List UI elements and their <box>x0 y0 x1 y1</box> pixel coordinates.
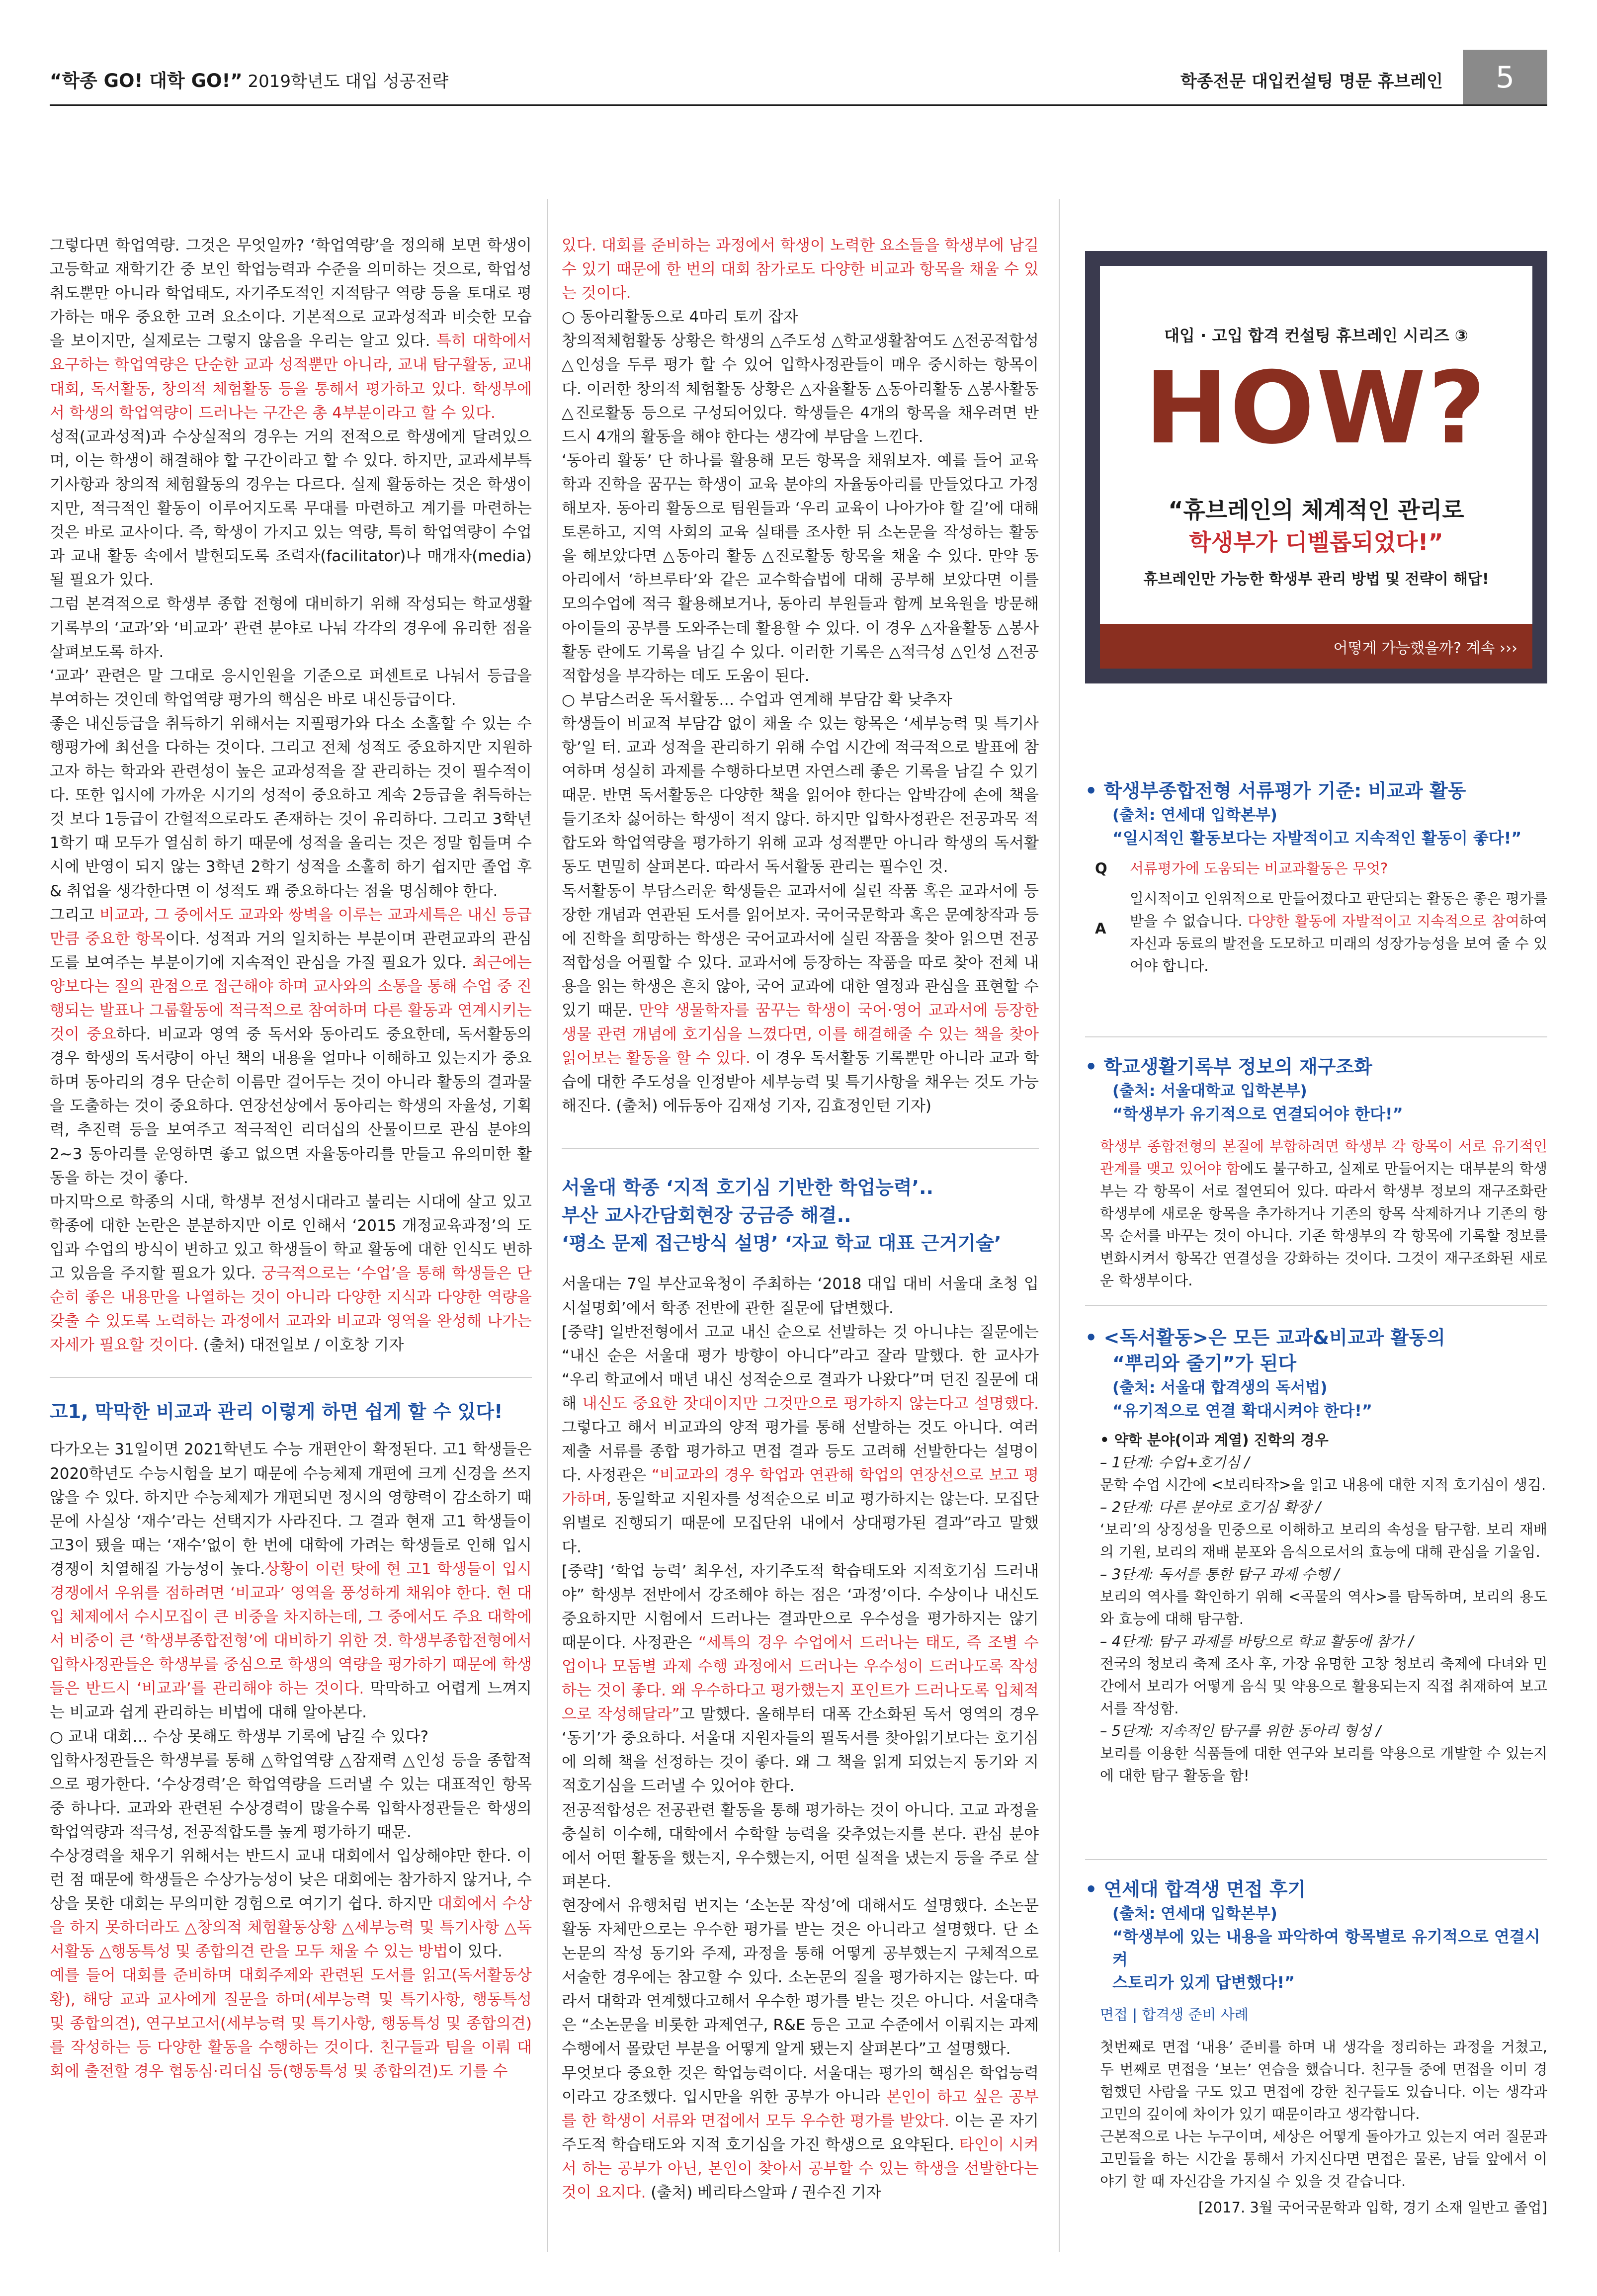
body-text: 그리고 <box>50 906 100 924</box>
paragraph <box>50 1963 532 2083</box>
column-divider-2 <box>1059 199 1060 2252</box>
headline-snu <box>562 1174 1039 1257</box>
paragraph <box>562 2061 1039 2205</box>
a-text-1: 일시적이고 인위적으로 만들어졌다고 판단되는 활동은 좋은 평가를 받을 수 없습니다. <box>1130 890 1547 930</box>
paragraph <box>50 234 532 425</box>
side4-source: (출처: 연세대 입학본부) <box>1112 1905 1277 1923</box>
a-label: A <box>1095 920 1106 937</box>
paragraph <box>562 1798 1039 1894</box>
title-bold: “학종 GO! 대학 GO!” <box>50 70 243 91</box>
body-text: 수상경력을 채우기 위해서는 반드시 교내 대회에서 입상해야만 한다. 이런 점 때문에 학생들은 수상가능성이 낮은 대회에는 참가하지 않거나, 수상을 못한 대회는 무의미한 경험으로 여기기 쉽다. 하지만 <box>50 1847 532 1913</box>
side2-body-red: 학생부 종합전형의 본질에 부합하려면 학생부 각 항목이 서로 유기적인 관계를 맺고 있어야 함 <box>1100 1138 1547 1177</box>
body-text: 전공적합성은 전공관련 활동을 통해 평가하는 것이 아니다. 고교 과정을 충실히 이수해, 대학에서 수학할 능력을 갖추었는지를 본다. 관심 분야에서 어떤 활동을 했는지, 우수했는지, 어떤 실적을 냈는지 등을 주로 살펴본다. <box>562 1801 1039 1891</box>
side4-label: 면접 | 합격생 준비 사례 <box>1100 2006 1249 2023</box>
a-text-3: 하여 자신과 동료의 발전을 도모하고 미래의 성장가능성을 보여 줄 수 있어야 합니다. <box>1130 913 1547 974</box>
q-text: 서류평가에 도움되는 비교과활동은 무엇? <box>1130 860 1388 877</box>
highlight-text: 상황이 이런 탓에 현 고1 학생들이 입시경쟁에서 우위를 점하려면 ‘비교과’ 영역을 풍성하게 채워야 한다. 현 대입 체제에서 수시모집이 큰 비중을 차지하는데, 그 중에서도 주요 대학에서 비중이 큰 ‘학생부종합전형’에 대비하기 위한 것. 학생부종합전형에서 입학사정관들은 학생부를 중심으로 학생의 역량을 평가하기 때문에 학생들은 반드시 ‘비교과’를 관리해야 하는 것이다. <box>50 1560 532 1698</box>
highlight-text: “세특의 경우 수업에서 드러나는 태도, 즉 조별 수업이나 모둠별 과제 수행 과정에서 드러나는 우수성이 드러나도록 작성하는 것이 좋다. 왜 우수하다고 평가했는지 포인트가 드러나도록 입체적으로 작성해달라” <box>562 1633 1039 1724</box>
body-text: 그렇다면 학업역량. 그것은 무엇일까? ‘학업역량’을 정의해 보면 학생이 고등학교 재학기간 중 보인 학업능력과 수준을 의미하는 것으로, 학업성취도뿐만 아니라 학업태도, 자기주도적인 지적탐구 역량 등을 토대로 평가하는 매우 중요한 고려 요소이다. 기본적으로 교과성적과 비슷한 모습을 보이지만, 실제로는 그렇지 않음을 우리는 알고 있다. <box>50 237 532 350</box>
side3-bullet: • 약학 분야(이과 계열) 진학의 경우 <box>1100 1432 1329 1448</box>
sidebar-snu-restructure <box>1085 1054 1547 1292</box>
title-rest: 2019학년도 대입 성공전략 <box>248 72 449 91</box>
paragraph <box>50 1844 532 1963</box>
ad-series: 대입 · 고입 합격 컨설팅 휴브레인 시리즈 ③ <box>1164 326 1468 345</box>
article-column-1 <box>50 234 532 2083</box>
paragraph <box>50 425 532 593</box>
sidebar-divider-2 <box>1085 1305 1547 1306</box>
highlight-text: 특히 대학에서 요구하는 학업역량은 단순한 교과 성적뿐만 아니라, 교내 탐구활동, 교내대회, 독서활동, 창의적 체험활동 등을 통해서 평가하고 있다. 학생부에서 학생의 학업역량이 드러나는 구간은 총 4부분이라고 할 수 있다. <box>50 332 532 422</box>
side1-question <box>1085 857 1547 880</box>
paragraph <box>562 688 1039 712</box>
highlight-text: 내신도 중요한 잣대이지만 그것만으로 평가하지 않는다고 설명했다. <box>582 1394 1039 1413</box>
ad-quote-2: 학생부가 디벨롭되었다!” <box>1189 529 1443 556</box>
hubrain-ad-banner[interactable] <box>1085 251 1547 683</box>
column-divider-1 <box>547 199 548 2252</box>
body-text: 학생들이 비교적 부담감 없이 채울 수 있는 항목은 ‘세부능력 및 특기사항’일 터. 교과 성적을 관리하기 위해 수업 시간에 적극적으로 발표에 참여하며 성실히 과제를 수행하다보면 자연스레 좋은 기록을 남길 수 있기 때문. 반면 독서활동은 다양한 책을 읽어야 한다는 압박감에 손에 책을 들기조차 싫어하는 학생이 적지 않다. 하지만 입학사정관은 전공과목 적합도와 학업역량을 평가하기 위해 교과 성적뿐만 아니라 학생의 독서활동도 면밀히 살펴본다. 따라서 독서활동 관리는 필수인 것. <box>562 714 1039 876</box>
paragraph <box>562 879 1039 1118</box>
paragraph <box>562 1559 1039 1798</box>
paragraph <box>50 1749 532 1844</box>
side2-title: • 학교생활기록부 정보의 재구조화 <box>1085 1056 1372 1078</box>
ad-tagline: 휴브레인만 가능한 학생부 관리 방법 및 전략이 해답! <box>1143 571 1489 588</box>
body-text: ○ 동아리활동으로 4마리 토끼 잡자 <box>562 308 798 327</box>
side4-quote-1: “학생부에 있는 내용을 파악하여 항목별로 유기적으로 연결시켜 <box>1112 1927 1540 1969</box>
ad-more-link[interactable]: 어떻게 가능했을까? 계속 ››› <box>1333 640 1517 657</box>
article-snu-body <box>562 1272 1039 2205</box>
article-club-reading <box>562 234 1039 1118</box>
side4-body-2: 근본적으로 나는 누구이며, 세상은 어떻게 돌아가고 있는지 여러 질문과 고민들을 하는 시간을 통해서 가지신다면 면접은 물론, 남들 앞에서 이야기 할 때 자신감을 가지실 수 있을 것 같습니다. <box>1100 2128 1547 2190</box>
sidebar-divider-1 <box>1085 1036 1547 1037</box>
highlight-text: 있다. 대회를 준비하는 과정에서 학생이 노력한 요소들을 학생부에 남길 수 있기 때문에 한 번의 대회 참가로도 다양한 비교과 항목을 채울 수 있는 것이다. <box>562 237 1039 303</box>
sidebar-divider-3 <box>1085 1859 1547 1860</box>
headline-snu-1: 서울대 학종 ‘지적 호기심 기반한 학업능력’.. <box>562 1177 933 1199</box>
step-heading: – 3단계: 독서를 통한 탐구 과제 수행 / <box>1100 1566 1340 1583</box>
sidebar-yonsei-criteria <box>1085 778 1547 977</box>
paragraph <box>50 1438 532 1724</box>
step-body: ‘보리’의 상징성을 민중으로 이해하고 보리의 속성을 탐구함. 보리 재배의 기원, 보리의 재배 분포와 음식으로서의 효능에 대해 관심을 기울임. <box>1100 1521 1547 1560</box>
headline-snu-2: 부산 교사간담회현장 궁금증 해결.. <box>562 1204 851 1227</box>
step-heading: – 5단계: 지속적인 탐구를 위한 동아리 형성 / <box>1100 1722 1381 1739</box>
paragraph <box>50 664 532 712</box>
paragraph <box>562 1272 1039 1320</box>
body-text: 하다. 비교과 영역 중 독서와 동아리도 중요한데, 독서활동의 경우 학생의 독서량이 아닌 책의 내용을 얼마나 이해하고 있는지가 중요하며 동아리의 경우 단순히 이름만 걸어두는 것이 아니라 활동의 결과물을 도출하는 것이 중요하다. 연장선상에서 동아리는 학생의 자율성, 기획력, 추진력 등을 보여주고 적극적인 리더십의 산물이므로 관심 분야의 2~3 동아리를 운영하면 좋고 없으면 자율동아리를 만들고 유의미한 활동을 하는 것이 좋다. <box>50 1025 532 1187</box>
step-body: 문학 수업 시간에 <보리타작>을 읽고 내용에 대한 지적 호기심이 생김. <box>1100 1476 1546 1493</box>
side2-body <box>1085 1135 1547 1292</box>
paragraph <box>562 712 1039 879</box>
body-text: 이 있다. <box>448 1943 503 1961</box>
article-column-2 <box>562 234 1039 2205</box>
side4-quote-2: 스토리가 있게 답변했다!” <box>1112 1973 1295 1992</box>
side1-source: (출처: 연세대 입학본부) <box>1112 806 1277 824</box>
section-divider <box>562 1148 1039 1149</box>
paragraph <box>562 1320 1039 1559</box>
side2-quote: “학생부가 유기적으로 연결되어야 한다!” <box>1112 1105 1403 1123</box>
side3-quote: “유기적으로 연결 확대시켜야 한다!” <box>1112 1401 1372 1420</box>
body-text: 다가오는 31일이면 2021학년도 수능 개편안이 확정된다. 고1 학생들은 2020학년도 수능시험을 보기 때문에 수능체제 개편에 크게 신경을 쓰지 않을 수 있다. 하지만 수능체제가 개편되면 정시의 영향력이 감소하기 때문에 사실상 ‘재수’라는 선택지가 사라진다. 그 결과 현재 고1 학생들이 고3이 됐을 때는 ‘재수’없이 한 번에 대학에 가려는 학생들로 인해 입시경쟁이 치열해질 가능성이 높다. <box>50 1441 532 1578</box>
paragraph <box>50 903 532 1190</box>
ad-more-bar[interactable] <box>1100 624 1532 669</box>
paragraph <box>50 1725 532 1749</box>
body-text: 그렇다고 해서 비교과의 양적 평가를 통해 선발하는 것도 아니다. 여러 제출 서류를 종합 평가하고 면접 결과 등도 고려해 선발한다는 설명이다. 사정관은 <box>562 1419 1039 1485</box>
paragraph <box>562 1894 1039 2061</box>
header-divider <box>50 104 1547 106</box>
highlight-text: 타인이 시켜서 하는 공부가 아닌, 본인이 찾아서 공부할 수 있는 학생을 선발한다는 것이 요지다. <box>562 2135 1039 2202</box>
body-text: 동일학교 지원자를 성적순으로 비교 평가하지는 않는다. 모집단위별로 진행되기 때문에 모집단위 내에서 상대평가된 결과”라고 말했다. <box>562 1490 1039 1556</box>
highlight-text: 최근에는 양보다는 질의 관점으로 접근해야 하며 교사와의 소통을 통해 수업 중 진행되는 발표나 그룹활동에 적극적으로 참여하며 다른 활동과 연계시키는 것이 중요 <box>50 953 532 1044</box>
side1-title: • 학생부종합전형 서류평가 기준: 비교과 활동 <box>1085 780 1466 802</box>
brand-name: 학종전문 대입컨설팅 명문 휴브레인 <box>1180 72 1443 91</box>
step-heading: – 2단계: 다른 분야로 호기심 확장 / <box>1100 1499 1321 1516</box>
body-text: ○ 교내 대회… 수상 못해도 학생부 기록에 남길 수 있다? <box>50 1727 429 1746</box>
body-text: [중략] 일반전형에서 고교 내신 순으로 선발하는 것 아니냐는 질문에는 “내신 순은 서울대 평가 방향이 아니다”라고 잘라 말했다. 한 교사가 “우리 학교에서 매년 내신 성적순으로 결과가 나왔다”며 던진 질문에 대해 <box>562 1323 1039 1413</box>
ad-quote-1: “휴브레인의 체계적인 관리로 <box>1168 497 1464 523</box>
side3-source: (출처: 서울대 합격생의 독서법) <box>1112 1379 1328 1397</box>
ad-how: HOW? <box>1144 350 1488 466</box>
article-first-grade-body <box>50 1438 532 2083</box>
ad-inner <box>1100 266 1532 669</box>
step-body: 보리를 이용한 식품들에 대한 연구와 보리를 약용으로 개발할 수 있는지에 대한 탐구 활동을 함! <box>1100 1745 1547 1784</box>
side3-steps <box>1085 1451 1547 1787</box>
step-body: 보리의 역사를 확인하기 위해 <곡물의 역사>를 탐독하며, 보리의 용도와 효능에 대해 탐구함. <box>1100 1588 1547 1627</box>
page-number: 5 <box>1463 50 1547 105</box>
body-text: 이 경우 독서활동 기록뿐만 아니라 교과 학습에 대한 주도성을 인정받아 세부능력 및 특기사항을 채우는 것도 가능해진다. (출처) 에듀동아 김재성 기자, 김효정인턴 기자) <box>562 1049 1039 1115</box>
paragraph <box>562 305 1039 329</box>
paragraph <box>50 592 532 664</box>
highlight-text: 예를 들어 대회를 준비하며 대회주제와 관련된 도서를 읽고(독서활동상황), 해당 교과 교사에게 질문을 하며(세부능력 및 특기사항, 행동특성 및 종합의견), 연구보고서(세부능력 및 특기사항, 행동특성 및 종합의견)를 작성하는 등 다양한 활동을 수행하는 것이다. 친구들과 팀을 이뤄 대회에 출전할 경우 협동심·리더십 등(행동특성 및 종합의견)도 기를 수 <box>50 1966 532 2080</box>
body-text: 마지막으로 학종의 시대, 학생부 전성시대라고 불리는 시대에 살고 있고 학종에 대한 논란은 분분하지만 이로 인해서 ‘2015 개정교육과정’의 도입과 수업의 방식이 변하고 있고 학생들이 학교 활동에 대한 인식도 변하고 있음을 주지할 필요가 있다. <box>50 1192 532 1283</box>
body-text: 막막하고 어렵게 느껴지는 비교과 쉽게 관리하는 비법에 대해 알아본다. <box>50 1680 532 1722</box>
paragraph <box>562 329 1039 448</box>
body-text: (출처) 베리타스알파 / 권수진 기자 <box>646 2184 881 2202</box>
paragraph <box>562 234 1039 305</box>
highlight-text: 비교과, 그 중에서도 교과와 쌍벽을 이루는 교과세특은 내신 등급만큼 중요한 항목 <box>50 906 532 948</box>
body-text: 창의적체험활동 상황은 학생의 △주도성 △학교생활참여도 △전공적합성 △인성을 두루 평가 할 수 있어 입학사정관들이 매우 중시하는 항목이다. 이러한 창의적 체험활동 상황은 △자율활동 △동아리활동 △봉사활동 △진로활동 등으로 구성되어있다. 학생들은 4개의 항목을 채우려면 반드시 4개의 활동을 해야 한다는 생각에 부담을 느낀다. <box>562 332 1039 446</box>
side4-credit: [2017. 3월 국어국문학과 입학, 경기 소재 일반고 졸업] <box>1198 2199 1547 2216</box>
body-text: ○ 부담스러운 독서활동… 수업과 연계해 부담감 확 낮추자 <box>562 690 952 709</box>
highlight-text: “비교과의 경우 학업과 연관해 학업의 연장선으로 보고 평가하며, <box>562 1466 1039 1509</box>
sidebar-yonsei-interview <box>1085 1876 1547 2219</box>
side4-title: • 연세대 합격생 면접 후기 <box>1085 1878 1306 1900</box>
step-heading: – 1단계: 수업+호기심 / <box>1100 1454 1250 1471</box>
body-text: 고 말했다. 올해부터 대폭 간소화된 독서 영역의 경우 ‘동기’가 중요하다. 서울대 지원자들의 필독서를 찾아읽기보다는 호기심에 의해 책을 선정하는 것이 좋다. 왜 그 책을 읽게 되었는지 동기와 지적호기심을 드러낼 수 있어야 한다. <box>562 1705 1039 1795</box>
side2-body-rest: 에도 불구하고, 실제로 만들어지는 대부분의 학생부는 각 항목이 서로 절연되어 있다. 따라서 학생부 정보의 재구조화란 학생부에 새로운 항목을 추가하거나 기존의 항목 삭제하거나 기존의 항목 순서를 바꾸는 것이 아니다. 기존 학생부의 각 항목에 기록할 정보를 변화시켜서 항목간 연결성을 강화하는 것이다. 그것이 재구조화된 새로운 학생부이다. <box>1100 1160 1547 1289</box>
headline-first-grade: 고1, 막막한 비교과 관리 이렇게 하면 쉽게 할 수 있다! <box>50 1401 503 1423</box>
body-text: (출처) 대전일보 / 이호창 기자 <box>198 1336 404 1355</box>
side3-title-1: • <독서활동>은 모든 교과&비교과 활동의 <box>1085 1327 1445 1349</box>
q-label: Q <box>1095 860 1107 877</box>
article-study-capacity <box>50 234 532 1357</box>
side1-quote: “일시적인 활동보다는 자발적이고 지속적인 활동이 좋다!” <box>1112 829 1522 848</box>
side1-answer <box>1085 888 1547 977</box>
body-text: ‘교과’ 관련은 말 그대로 응시인원을 기준으로 퍼센트로 나눠서 등급을 부여하는 것인데 학업역량 평가의 핵심은 바로 내신등급이다. <box>50 667 532 709</box>
section-divider <box>50 1377 532 1378</box>
body-text: 이다. 성적과 거의 일치하는 부분이며 관련교과의 관심도를 보여주는 부분이기에 지속적인 관심을 가질 필요가 있다. <box>50 930 532 972</box>
highlight-text: 본인이 하고 싶은 공부를 한 학생이 서류와 면접에서 모두 우수한 평가를 받았다. <box>562 2088 1039 2130</box>
paragraph <box>50 1190 532 1358</box>
highlight-text: 궁극적으로는 ‘수업’을 통해 학생들은 단순히 좋은 내용만을 나열하는 것이 아니라 다양한 지식과 다양한 역량을 갖출 수 있도록 노력하는 과정에서 교과와 비교과 영역을 완성해 나가는 자세가 필요할 것이다. <box>50 1265 532 1355</box>
body-text: 성적(교과성적)과 수상실적의 경우는 거의 전적으로 학생에게 달려있으며, 이는 학생이 해결해야 할 구간이라고 할 수 있다. 하지만, 교과세부특기사항과 창의적 체험활동의 경우는 다르다. 실제 활동하는 것은 학생이지만, 적극적인 활동이 이루어지도록 무대를 마련하고 계기를 마련하는 것은 바로 교사이다. 즉, 학생이 가지고 있는 역량, 특히 학업역량이 수업과 교내 활동 속에서 발현되도록 조력자(facilitator)나 매개자(media) 될 필요가 있다. <box>50 427 532 590</box>
body-text: 그럼 본격적으로 학생부 종합 전형에 대비하기 위해 작성되는 학교생활기록부의 ‘교과’와 ‘비교과’ 관련 분야로 나눠 각각의 경우에 유리한 점을 살펴보도록 하자. <box>50 595 532 661</box>
highlight-text: 대회에서 수상을 하지 못하더라도 △창의적 체험활동상황 △세부능력 및 특기사항 △독서활동 △행동특성 및 종합의견 란을 모두 채울 수 있는 방법 <box>50 1895 532 1961</box>
body-text: 서울대는 7일 부산교육청이 주최하는 ‘2018 대입 대비 서울대 초청 입시설명회’에서 학종 전반에 관한 질문에 답변했다. <box>562 1275 1039 1317</box>
body-text: 좋은 내신등급을 취득하기 위해서는 지필평가와 다소 소홀할 수 있는 수행평가에 최선을 다하는 것이다. 그리고 전체 성적도 중요하지만 지원하고자 하는 학과와 관련성이 높은 교과성적을 잘 관리하는 것이 필수적이다. 또한 입시에 가까운 시기의 성적이 중요하고 계속 2등급을 취득하는 것 보다 1등급이 간헐적으로라도 존재하는 것이 유리하다. 그리고 3학년 1학기 때 모두가 열심히 하기 때문에 성적을 올리는 것은 정말 힘들며 수시에 반영이 되지 않는 3학년 2학기 성적을 소홀히 하기 쉽지만 졸업 후 & 취업을 생각한다면 이 성적도 꽤 중요하다는 점을 명심해야 한다. <box>50 714 532 900</box>
side4-body: 첫번째로 면접 ‘내용’ 준비를 하며 내 생각을 정리하는 과정을 거쳤고, 두 번째로 면접을 ‘보는’ 연습을 했습니다. 친구들 중에 면접을 이미 경험했던 사람을 구도 있고 면접에 강한 친구들도 있습니다. 이는 생각과 고민의 깊이에 차이가 있기 때문이라고 생각합니다. <box>1100 2039 1547 2123</box>
body-text: [중략] ‘학업 능력’ 최우선, 자기주도적 학습태도와 지적호기심 드러내야” 학생부 전반에서 강조해야 하는 점은 ‘과정’이다. 수상이나 내신도 중요하지만 시험에서 드러나는 결과만으로 우수성을 평가하지는 않기 때문이다. 사정관은 <box>562 1562 1039 1652</box>
step-body: 전국의 청보리 축제 조사 후, 가장 유명한 고창 청보리 축제에 다녀와 민간에서 보리가 어떻게 음식 및 약용으로 활용되는지 직접 취재하여 보고서를 작성함. <box>1100 1655 1547 1717</box>
paragraph <box>50 712 532 903</box>
newsletter-title <box>50 66 448 92</box>
side3-title-2: “뿌리와 줄기”가 된다 <box>1112 1353 1297 1374</box>
body-text: 무엇보다 중요한 것은 학업능력이다. 서울대는 평가의 핵심은 학업능력이라고 강조했다. 입시만을 위한 공부가 아니라 <box>562 2064 1039 2106</box>
body-text: ‘동아리 활동’ 단 하나를 활용해 모든 항목을 채워보자. 예를 들어 교육학과 진학을 꿈꾸는 학생이 교육 분야의 자율동아리를 만들었다고 가정해보자. 동아리 활동으로 팀원들과 ‘우리 교육이 나아가야 할 길’에 대해 토론하고, 지역 사회의 교육 실태를 조사한 뒤 소논문을 작성하는 활동을 해보았다면 △동아리 활동 △진로활동 항목을 채울 수 있다. 만약 동아리에서 ‘하브루타’와 같은 교수학습법에 대해 공부해 보았다면 이를 모의수업에 적극 활용해보거나, 동아리 부원들과 함께 보육원을 방문해 아이들의 공부를 도와주는데 활용할 수 있다. 이 경우 △자율활동 △봉사활동 란에도 기록을 남길 수 있다. 이러한 기록은 △적극성 △인성 △전공적합성을 부각하는 데도 도움이 된다. <box>562 451 1039 685</box>
a-text-2: 다양한 활동에 자발적이고 지속적으로 참여 <box>1248 913 1519 930</box>
sidebar-reading <box>1085 1325 1547 1787</box>
body-text: 입학사정관들은 학생부를 통해 △학업역량 △잠재력 △인성 등을 종합적으로 평가한다. ‘수상경력’은 학업역량을 드러낼 수 있는 대표적인 항목 중 하나다. 교과와 관련된 수상경력이 많을수록 입학사정관들은 학생의 학업역량과 적극성, 전공적합도를 높게 평가하기 때문. <box>50 1751 532 1841</box>
body-text: 독서활동이 부담스러운 학생들은 교과서에 실린 작품 혹은 교과서에 등장한 개념과 연관된 도서를 읽어보자. 국어국문학과 혹은 문예창작과 등에 진학을 희망하는 학생은 국어교과서에 실린 작품을 찾아 읽으면 전공적합성을 어필할 수 있다. 교과서에 등장하는 작품을 따로 찾아 전체 내용을 읽는 학생은 흔치 않아, 국어 교과에 대한 열정과 관심을 표현할 수 있기 때문. <box>562 882 1039 1020</box>
page-header <box>50 50 1547 104</box>
headline-snu-3: ‘평소 문제 접근방식 설명’ ‘자교 학교 대표 근거기술’ <box>562 1232 1002 1255</box>
paragraph <box>562 449 1039 688</box>
body-text: 현장에서 유행처럼 번지는 ‘소논문 작성’에 대해서도 설명했다. 소논문 활동 자체만으로는 우수한 평가를 받는 것은 아니라고 설명했다. 단 소논문의 작성 동기와 주제, 과정을 통해 어떻게 공부했는지 구체적으로 서술한 경우에는 참고할 수 있다. 소논문의 질을 평가하지는 않는다. 따라서 대학과 연계했다고해서 우수한 평가를 받는 것은 아니다. 서울대측은 “소논문을 비롯한 과제연구, R&E 등은 고교 수준에서 이뤄지는 과제 수행에서 몰랐던 부분을 어떻게 알게 됐는지 살펴본다”고 설명했다. <box>562 1896 1039 2058</box>
step-heading: – 4단계: 탐구 과제를 바탕으로 학교 활동에 참가 / <box>1100 1633 1414 1650</box>
highlight-text: 만약 생물학자를 꿈꾸는 학생이 국어·영어 교과서에 등장한 생물 관련 개념에 호기심을 느꼈다면, 이를 해결해줄 수 있는 책을 찾아 읽어보는 활동을 할 수 있다. <box>562 1002 1039 1068</box>
side2-source: (출처: 서울대학교 입학본부) <box>1112 1082 1307 1100</box>
body-text: 이는 곧 자기주도적 학습태도와 지적 호기심을 가진 학생으로 요약된다. <box>562 2112 1039 2154</box>
